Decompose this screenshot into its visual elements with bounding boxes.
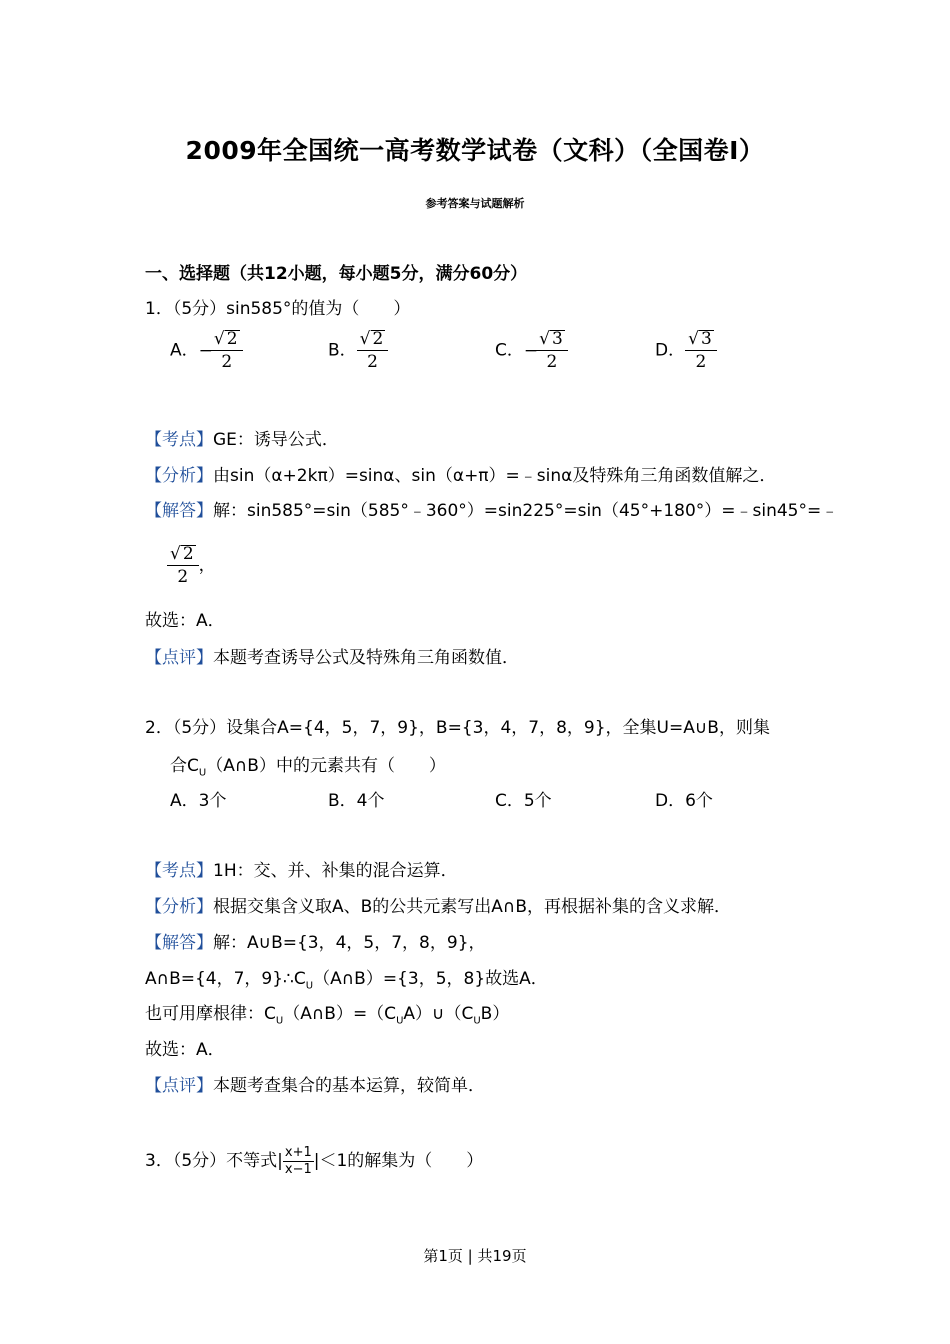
denominator: x−1 xyxy=(284,1161,312,1177)
option-label: B． xyxy=(328,340,357,361)
q2-jieda xyxy=(145,928,486,953)
subscript: U xyxy=(198,767,207,779)
q3-stem xyxy=(145,1146,483,1176)
q2-jieda-line3 xyxy=(145,999,509,1026)
text: （A∩B）中的元素共有（ ） xyxy=(206,756,446,776)
dianping-text: 本题考查集合的基本运算，较简单． xyxy=(213,1076,485,1096)
q1-option-a xyxy=(170,330,243,371)
tag-kaodian: 【考点】 xyxy=(145,430,213,450)
q1-option-d xyxy=(655,330,717,371)
radicand: 3 xyxy=(700,329,712,349)
fraction: $\frac{√ 3}{2}$ xyxy=(536,330,568,371)
q1-dianping xyxy=(145,643,519,668)
q2-kaodian xyxy=(145,856,458,881)
tag-kaodian: 【考点】 xyxy=(145,861,213,881)
tag-dianping: 【点评】 xyxy=(145,1076,213,1096)
fenxi-text: 根据交集含义取A、B的公共元素写出A∩B，再根据补集的含义求解． xyxy=(213,897,732,917)
fraction xyxy=(283,1146,314,1176)
subscript: U xyxy=(275,1015,284,1027)
abs-bar: | xyxy=(277,1151,283,1172)
denominator: 2 xyxy=(367,352,378,372)
q1-jieda-fraction xyxy=(167,545,216,586)
jieda-text: 解：A∪B={3，4，5，7，8，9}， xyxy=(213,933,486,953)
q2-dianping xyxy=(145,1071,485,1096)
kaodian-text: 1H：交、并、补集的混合运算． xyxy=(213,861,458,881)
page-title: 2009年全国统一高考数学试卷（文科）（全国卷Ⅰ） xyxy=(185,136,765,165)
q2-fenxi xyxy=(145,892,731,917)
tag-fenxi: 【分析】 xyxy=(145,466,213,486)
fraction: $\frac{√ 2}{2}$ xyxy=(357,330,389,371)
radicand: 2 xyxy=(182,544,194,564)
text: A）∪（C xyxy=(403,1004,474,1024)
denominator: 2 xyxy=(546,352,558,372)
q1-option-b xyxy=(328,330,388,371)
text: 3．（5分）不等式 xyxy=(145,1151,278,1172)
denominator: 2 xyxy=(221,352,233,372)
text: B） xyxy=(480,1004,510,1024)
radicand: 2 xyxy=(372,329,384,349)
page-subtitle: 参考答案与试题解析 xyxy=(425,197,525,210)
denominator: 2 xyxy=(177,567,189,587)
minus-sign: − xyxy=(523,340,539,361)
subscript: U xyxy=(305,980,314,992)
numerator: x+1 xyxy=(284,1145,312,1160)
q1-stem: 1．（5分）sin585°的值为（ ） xyxy=(145,299,411,319)
kaodian-text: GE：诱导公式． xyxy=(213,430,339,450)
text: |＜1的解集为（ ） xyxy=(313,1151,484,1172)
page-footer: 第1页 | 共19页 xyxy=(423,1247,527,1265)
q2-stem-line2 xyxy=(170,751,446,778)
q1-fenxi xyxy=(145,461,776,486)
subscript: U xyxy=(473,1015,481,1027)
fenxi-text: 由sin（α+2kπ）=sinα、sin（α+π）=﹣sinα及特殊角三角函数值解之． xyxy=(213,466,777,486)
q2-jieda-line2 xyxy=(145,964,548,991)
q1-option-c xyxy=(495,330,568,371)
denominator: 2 xyxy=(695,352,707,372)
jieda-text: 解：sin585°=sin（585°﹣360°）=sin225°=sin（45°+180°）=﹣sin45°=﹣ xyxy=(213,501,839,521)
tag-fenxi: 【分析】 xyxy=(145,897,213,917)
q2-stem-line1: 2．（5分）设集合A={4，5，7，9}，B={3，4，7，8，9}，全集U=A∪B，则集 xyxy=(145,718,770,738)
radicand: 2 xyxy=(226,329,238,349)
option-label: D． xyxy=(655,340,686,361)
q2-option-c: C．5个 xyxy=(495,791,552,811)
q2-guxuan: 故选：A． xyxy=(145,1040,225,1060)
q2-option-a: A．3个 xyxy=(170,791,227,811)
q2-option-b: B．4个 xyxy=(328,791,385,811)
dianping-text: 本题考查诱导公式及特殊角三角函数值． xyxy=(213,648,519,668)
text: （A∩B）=（C xyxy=(283,1004,397,1024)
text: 合C xyxy=(170,756,199,776)
fraction: $\frac{√ 2}{2}$ xyxy=(167,545,199,586)
tag-jieda: 【解答】 xyxy=(145,933,213,953)
subscript: U xyxy=(396,1015,404,1027)
comma: ， xyxy=(198,555,216,576)
q1-kaodian xyxy=(145,425,339,450)
section-heading: 一、选择题（共12小题，每小题5分，满分60分） xyxy=(145,264,528,284)
minus-sign: − xyxy=(198,340,213,361)
q1-jieda xyxy=(145,496,838,521)
radicand: 3 xyxy=(551,329,563,349)
tag-jieda: 【解答】 xyxy=(145,501,213,521)
q2-option-d: D．6个 xyxy=(655,791,713,811)
fraction: $\frac{√ 3}{2}$ xyxy=(685,330,717,371)
option-label: C． xyxy=(495,340,524,361)
text: 也可用摩根律：C xyxy=(145,1004,276,1024)
fraction: $\frac{√ 2}{2}$ xyxy=(211,330,243,371)
text: A∩B={4，7，9}∴C xyxy=(145,969,306,989)
q1-guxuan: 故选：A． xyxy=(145,611,225,631)
text: （A∩B）={3，5，8}故选A． xyxy=(313,969,548,989)
option-label: A． xyxy=(170,340,199,361)
tag-dianping: 【点评】 xyxy=(145,648,213,668)
